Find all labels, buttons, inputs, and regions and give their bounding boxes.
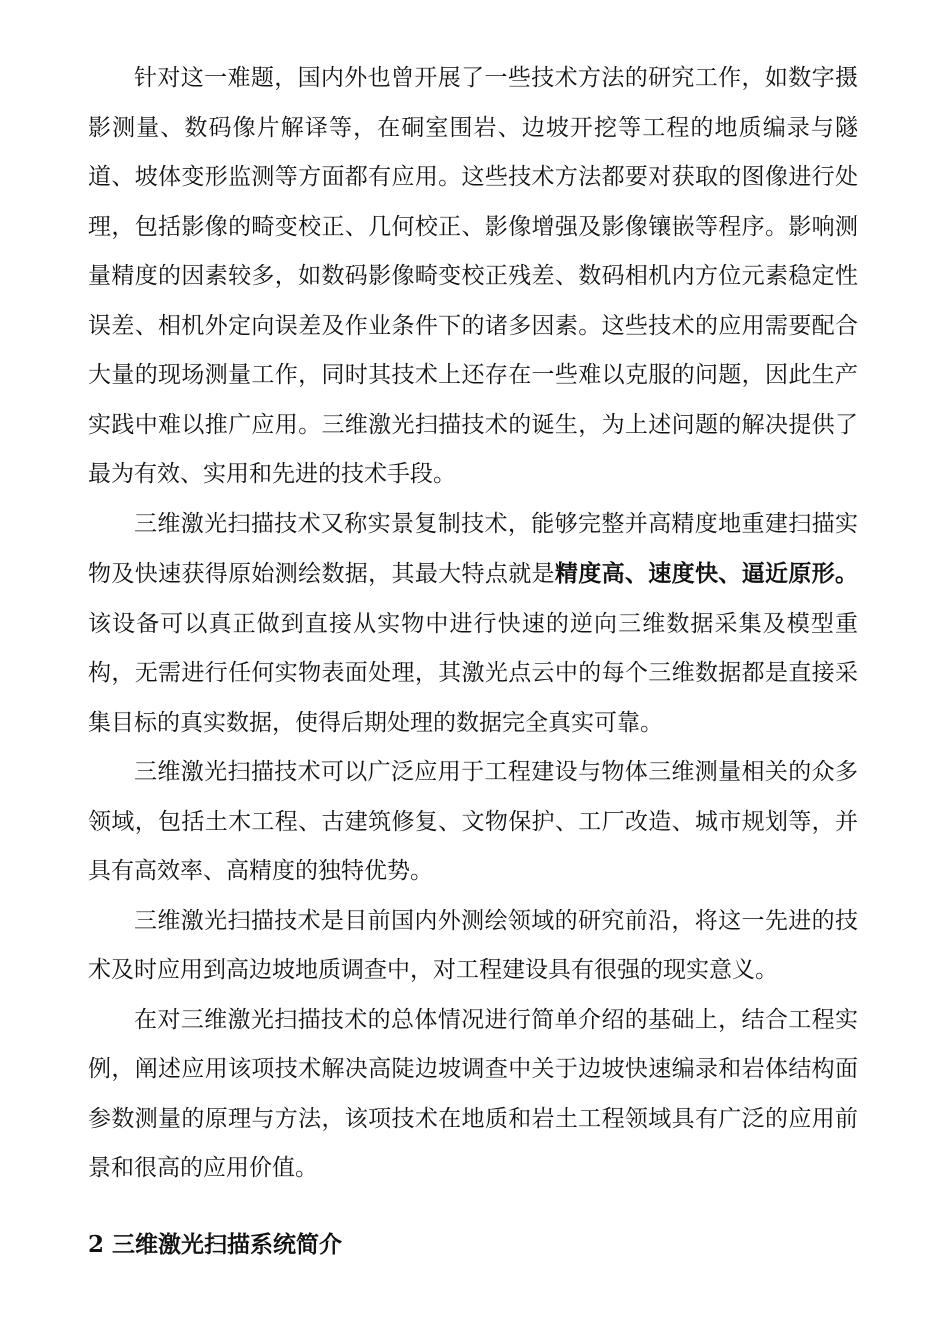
paragraph-text-after-emphasis: 该设备可以真正做到直接从实物中进行快速的逆向三维数据采集及模型重构，无需进行任何实物表面处理，其激光点云中的每个三维数据都是直接采集目标的真实数据，使得后期处理的数据完全真实可靠。 xyxy=(88,610,858,736)
paragraph-research-background: 针对这一难题，国内外也曾开展了一些技术方法的研究工作，如数字摄影测量、数码像片解译等，在硐室围岩、边坡开挖等工程的地质编录与隧道、坡体变形监测等方面都有应用。这些技术方法都要对获取的图像进行处理，包括影像的畸变校正、几何校正、影像增强及影像镶嵌等程序。影响测量精度的因素较多，如数码影像畸变校正残差、数码相机内方位元素稳定性误差、相机外定向误差及作业条件下的诸多因素。这些技术的应用需要配合大量的现场测量工作，同时其技术上还存在一些难以克服的问题，因此生产实践中难以推广应用。三维激光扫描技术的诞生，为上述问题的解决提供了最为有效、实用和先进的技术手段。 xyxy=(88,65,858,487)
document-body xyxy=(88,54,858,1269)
paragraph-scanning-definition xyxy=(88,500,858,749)
paragraph-text-before-emphasis: 三维激光扫描技术又称实景复制技术，能够完整并高精度地重建扫描实物及快速获得原始测绘数据，其最大特点就是 xyxy=(88,510,858,587)
section-heading: 2 三维激光扫描系统简介 xyxy=(88,1230,343,1258)
paragraph-application-fields: 三维激光扫描技术可以广泛应用于工程建设与物体三维测量相关的众多领域，包括土木工程、古建筑修复、文物保护、工厂改造、城市规划等，并具有高效率、高精度的独特优势。 xyxy=(88,759,858,884)
paragraph-research-frontier: 三维激光扫描技术是目前国内外测绘领域的研究前沿，将这一先进的技术及时应用到高边坡地质调查中，对工程建设具有很强的现实意义。 xyxy=(88,907,858,983)
paragraph-paper-summary: 在对三维激光扫描技术的总体情况进行简单介绍的基础上，结合工程实例，阐述应用该项技术解决高陡边坡调查中关于边坡快速编录和岩体结构面参数测量的原理与方法，该项技术在地质和岩土工程领域具有广泛的应用前景和很高的应用价值。 xyxy=(88,1006,858,1181)
emphasized-features-text: 精度高、速度快、逼近原形。 xyxy=(554,560,858,587)
